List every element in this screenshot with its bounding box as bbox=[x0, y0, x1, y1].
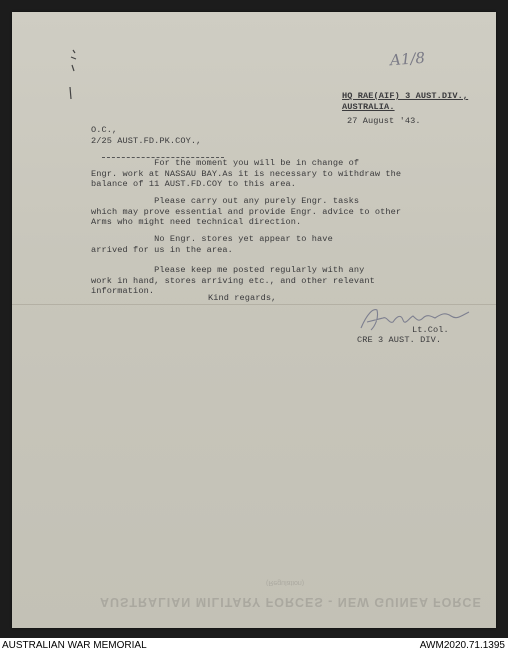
addressee-line-2: 2/25 AUST.FD.PK.COY., bbox=[91, 136, 202, 146]
addressee-line-1: O.C., bbox=[91, 125, 118, 135]
signatory-rank: Lt.Col. bbox=[412, 325, 449, 335]
paragraph-2: Please carry out any purely Engr. tasks which may prove essential and provide Engr. advice to other Arms who might need technical direction. bbox=[91, 196, 402, 228]
signatory-title: CRE 3 AUST. DIV. bbox=[357, 335, 442, 345]
handwritten-reference: A1/8 bbox=[389, 48, 426, 70]
paragraph-3: No Engr. stores yet appear to have arrived for us in the area. bbox=[91, 234, 333, 255]
paragraph-4: Please keep me posted regularly with any work in hand, stores arriving etc., and other relevant information. bbox=[91, 265, 375, 297]
footer-institution: AUSTRALIAN WAR MEMORIAL bbox=[2, 640, 147, 651]
letterhead-watermark: AUSTRALIAN MILITARY FORCES - NEW GUINEA FORCE bbox=[100, 595, 482, 609]
document-page bbox=[12, 12, 496, 628]
archive-footer bbox=[0, 638, 508, 653]
watermark-small-text: (Regulation) bbox=[266, 579, 305, 586]
paragraph-1: For the moment you will be in change of Engr. work at NASSAU BAY.As it is necessary to withdraw the balance of 11 AUST.FD.COY to this area. bbox=[91, 158, 402, 190]
closing-line: Kind regards, bbox=[208, 293, 277, 303]
unit-line-1: HQ RAE(AIF) 3 AUST.DIV., bbox=[342, 91, 469, 101]
unit-line-2: AUSTRALIA. bbox=[342, 102, 395, 112]
letter-date: 27 August '43. bbox=[347, 116, 421, 126]
footer-accession-number: AWM2020.71.1395 bbox=[419, 640, 505, 651]
ink-marks bbox=[67, 47, 87, 107]
